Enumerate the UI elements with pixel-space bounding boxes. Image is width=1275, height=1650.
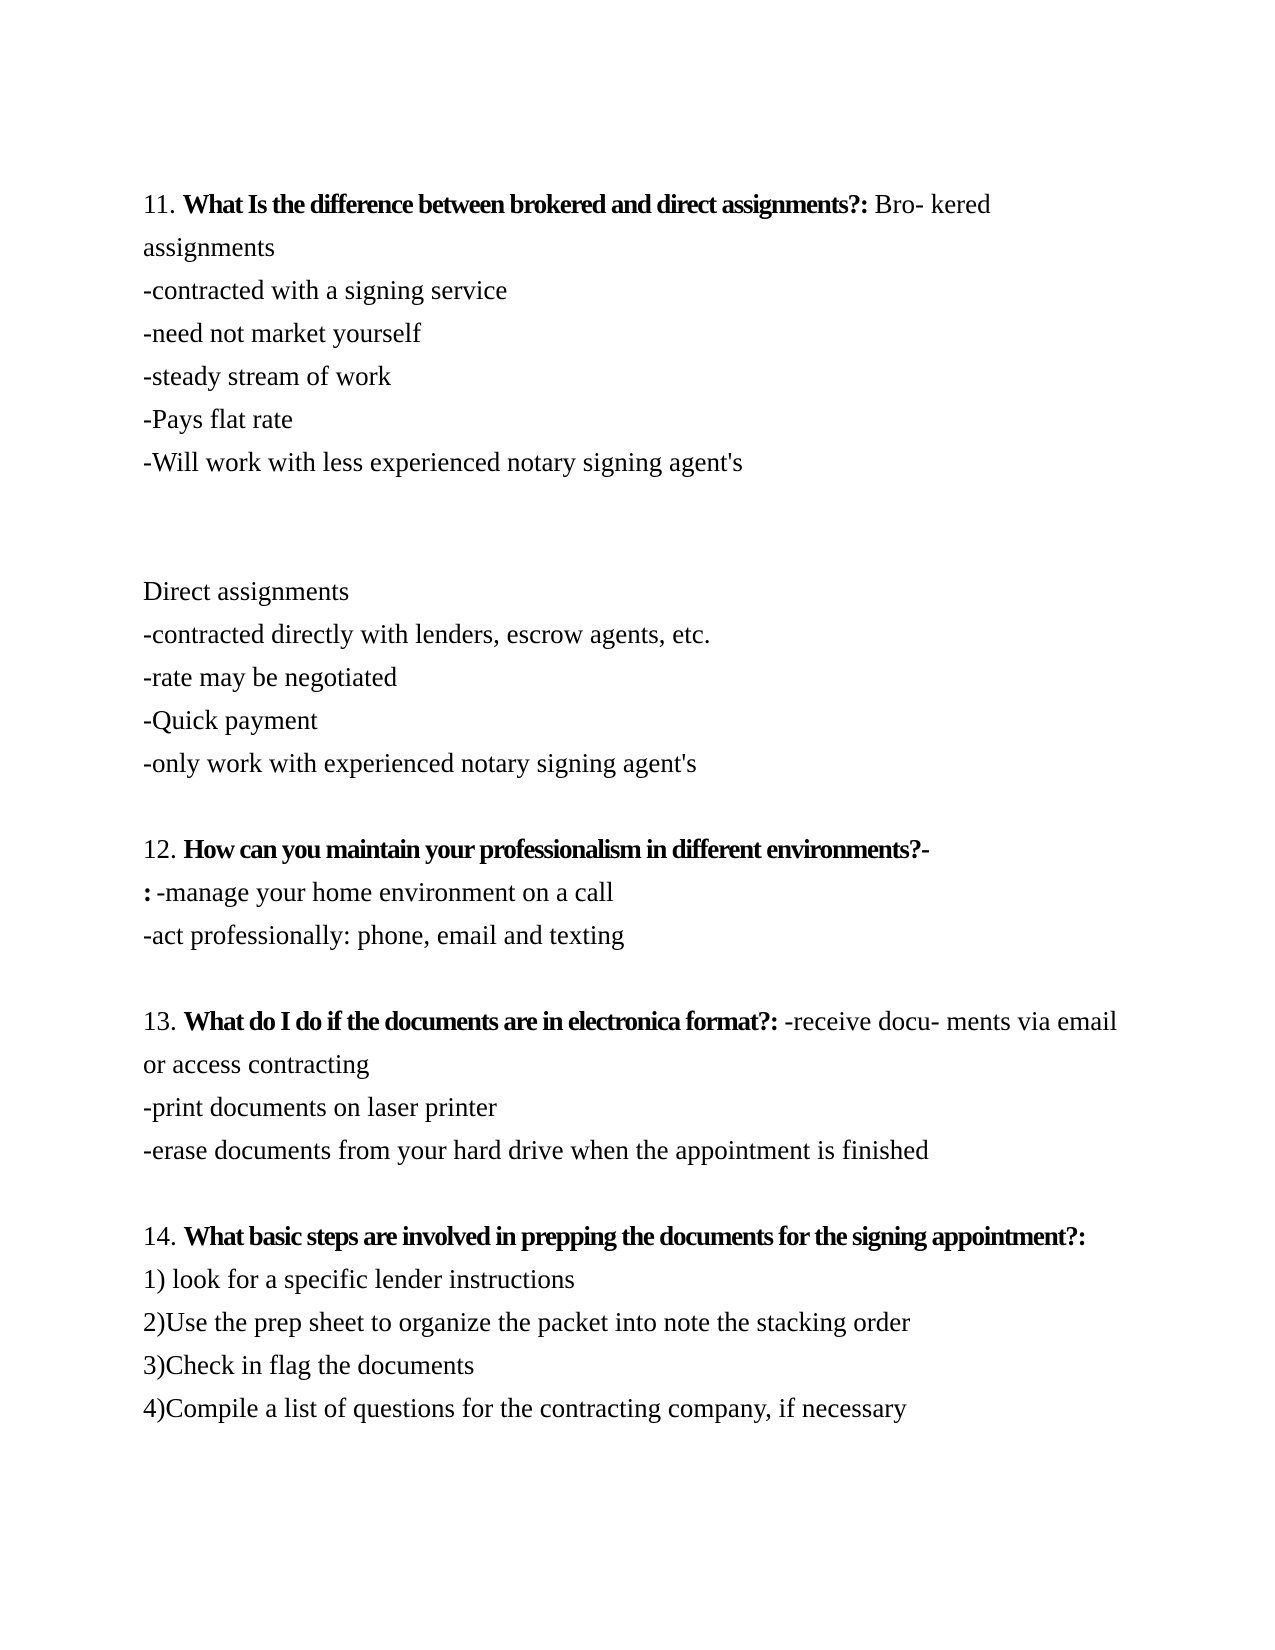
- question-13: [143, 1000, 1215, 1172]
- text-line: [143, 656, 1215, 699]
- text-line: [143, 1344, 1215, 1387]
- text-line: [143, 1301, 1215, 1344]
- question-14: [143, 1215, 1215, 1430]
- answer-text: -Pays flat rate: [143, 404, 293, 434]
- text-line: [143, 613, 1215, 656]
- text-line: [143, 828, 1215, 871]
- text-line: [143, 1043, 1215, 1086]
- answer-text: Direct assignments: [143, 576, 350, 606]
- answer-text: -receive docu- ments via email: [777, 1006, 1118, 1036]
- text-line: [143, 699, 1215, 742]
- answer-text: 4)Compile a list of questions for the contracting company, if necessary: [143, 1393, 907, 1423]
- answer-text: 3)Check in flag the documents: [143, 1350, 475, 1380]
- answer-text: 1) look for a specific lender instructions: [143, 1264, 575, 1294]
- text-line: [143, 914, 1215, 957]
- question-11-brokered: [143, 183, 1215, 484]
- answer-text: -contracted directly with lenders, escrow agents, etc.: [143, 619, 711, 649]
- text-line: [143, 441, 1215, 484]
- document-body: [143, 183, 1215, 1430]
- text-line: [143, 570, 1215, 613]
- answer-text: 12.: [143, 834, 184, 864]
- text-line: [143, 183, 1215, 226]
- answer-text: or access contracting: [143, 1049, 370, 1079]
- answer-text: 11.: [143, 189, 183, 219]
- question-heading-text: What basic steps are involved in prepping the documents for the signing appointment?:: [183, 1221, 1086, 1251]
- answer-text: -contracted with a signing service: [143, 275, 508, 305]
- answer-text: -only work with experienced notary signing agent's: [143, 748, 697, 778]
- question-heading-text: What do I do if the documents are in electronica format?:: [183, 1006, 778, 1036]
- answer-text: -rate may be negotiated: [143, 662, 398, 692]
- text-line: [143, 355, 1215, 398]
- question-heading-text: What Is the difference between brokered and direct assignments?:: [182, 189, 868, 219]
- text-line: [143, 742, 1215, 785]
- text-line: [143, 1387, 1215, 1430]
- text-line: [143, 269, 1215, 312]
- text-line: [143, 1086, 1215, 1129]
- text-line: [143, 1215, 1215, 1258]
- answer-text: -Will work with less experienced notary signing agent's: [143, 447, 743, 477]
- text-line: [143, 871, 1215, 914]
- text-line: [143, 1129, 1215, 1172]
- answer-text: 2)Use the prep sheet to organize the packet into note the stacking order: [143, 1307, 911, 1337]
- answer-text: assignments: [143, 232, 275, 262]
- text-line: [143, 1258, 1215, 1301]
- answer-text: 14.: [143, 1221, 184, 1251]
- question-heading-text: :: [143, 877, 157, 907]
- answer-text: 13.: [143, 1006, 184, 1036]
- text-line: [143, 312, 1215, 355]
- text-line: [143, 1000, 1215, 1043]
- answer-text: Bro- kered: [867, 189, 991, 219]
- question-12: [143, 828, 1215, 957]
- question-11-direct: [143, 570, 1215, 785]
- answer-text: -need not market yourself: [143, 318, 422, 348]
- answer-text: -print documents on laser printer: [143, 1092, 497, 1122]
- answer-text: -manage your home environment on a call: [156, 877, 614, 907]
- answer-text: -Quick payment: [143, 705, 318, 735]
- answer-text: -erase documents from your hard drive when the appointment is finished: [143, 1135, 929, 1165]
- question-heading-text: How can you maintain your professionalism in different environments?-: [183, 834, 929, 864]
- text-line: [143, 398, 1215, 441]
- answer-text: -act professionally: phone, email and texting: [143, 920, 625, 950]
- answer-text: -steady stream of work: [143, 361, 392, 391]
- text-line: [143, 226, 1215, 269]
